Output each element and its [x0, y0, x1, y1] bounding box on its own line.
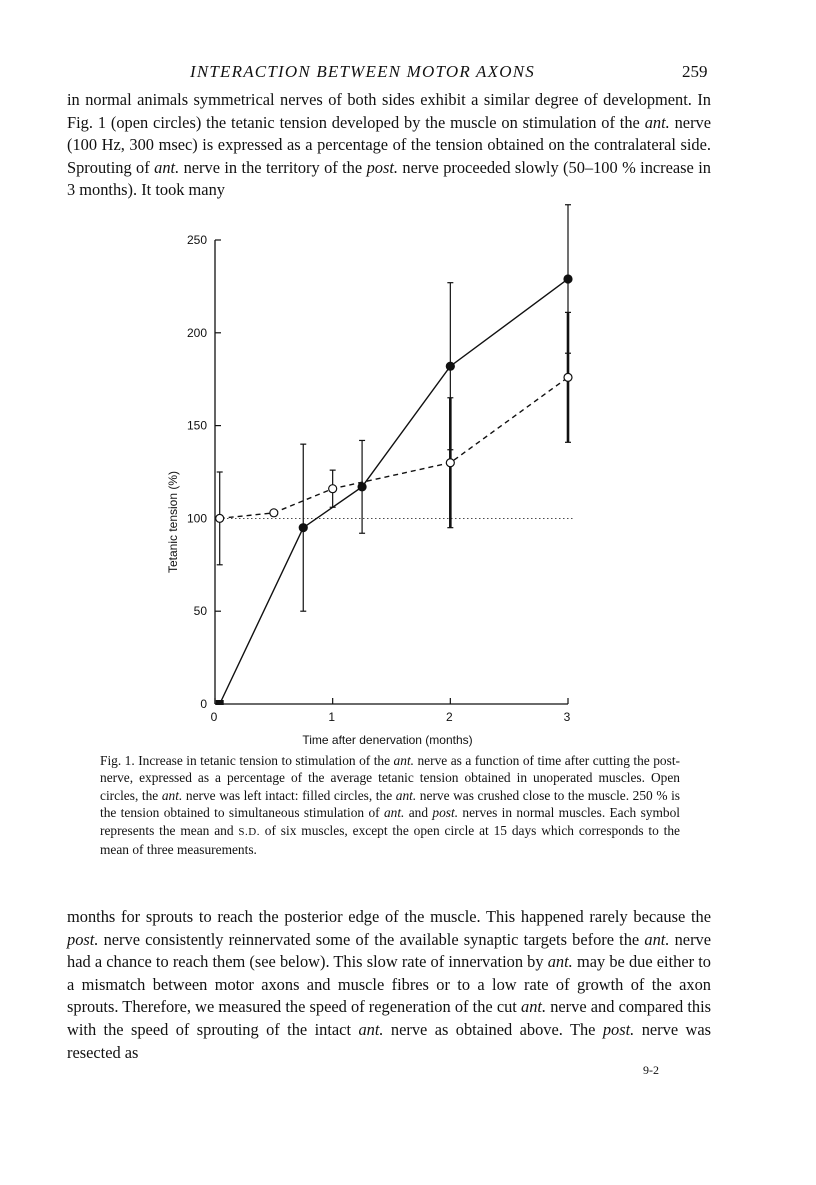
data-point-filled — [216, 700, 224, 705]
data-point-open — [270, 509, 278, 517]
x-axis-label: Time after denervation (months) — [302, 733, 473, 747]
data-point-filled — [358, 483, 366, 491]
series-line-intact — [220, 377, 568, 518]
data-point-filled — [446, 362, 454, 370]
x-tick-label: 0 — [210, 710, 218, 724]
y-tick-label: 0 — [200, 697, 207, 711]
signature-mark: 9-2 — [643, 1063, 659, 1077]
data-point-open — [564, 373, 572, 381]
tension-chart — [0, 200, 816, 760]
figure-caption: Fig. 1. Increase in tetanic tension to stimulation of the ant. nerve as a function of time after cutting the post-nerve, expressed as a percentage of the average tetanic tension obtained in unoperated muscles. Open circles, the ant. nerve was left intact: filled circles, the ant. nerve was crushed close to the muscle. 250 % is the tension obtained to simultaneous stimulation of ant. and post. nerves in normal muscles. Each symbol represents the mean and S.D. of six muscles, except the open circle at 15 days which corresponds to the mean of three measurements. — [100, 753, 681, 858]
figure-1 — [0, 200, 816, 760]
y-tick-label: 250 — [186, 233, 207, 247]
body-paragraph-1: in normal animals symmetrical nerves of both sides exhibit a similar degree of development. In Fig. 1 (open circles) the tetanic tension developed by the muscle on stimulation of the ant. nerve (100 Hz, 300 msec) is expressed as a percentage of the tension obtained on the contralateral side. Sprouting of ant. nerve in the territory of the post. nerve proceeded slowly (50–100 % increase in 3 months). It took many — [67, 90, 711, 200]
data-point-open — [446, 459, 454, 467]
y-tick-label: 150 — [186, 418, 207, 433]
series-line-crushed — [220, 279, 568, 704]
data-point-filled — [299, 524, 307, 532]
x-tick-label: 2 — [445, 710, 453, 724]
page-number: 259 — [682, 62, 708, 81]
data-point-open — [329, 485, 337, 493]
body-paragraph-2: months for sprouts to reach the posterior edge of the muscle. This happened rarely because the post. nerve consistently reinnervated some of the available synaptic targets before the ant. nerve had a chance to reach them (see below). This slow rate of innervation by ant. may be due either to a mismatch between motor axons and muscle fibres or to a low rate of growth of the axon sprouts. Therefore, we measured the speed of regeneration of the cut ant. nerve and compared this with the speed of sprouting of the intact ant. nerve as obtained above. The post. nerve was resected as — [67, 907, 712, 1062]
y-axis-label: Tetanic tension (%) — [166, 470, 180, 574]
y-tick-label: 50 — [193, 604, 207, 619]
y-tick-label: 100 — [186, 511, 207, 526]
data-point-filled — [564, 275, 572, 283]
y-tick-label: 200 — [186, 325, 207, 340]
running-title: INTERACTION BETWEEN MOTOR AXONS — [190, 62, 535, 81]
page-header — [0, 62, 816, 86]
data-point-open — [216, 514, 224, 522]
x-tick-label: 3 — [563, 710, 571, 724]
x-tick-label: 1 — [328, 710, 336, 724]
